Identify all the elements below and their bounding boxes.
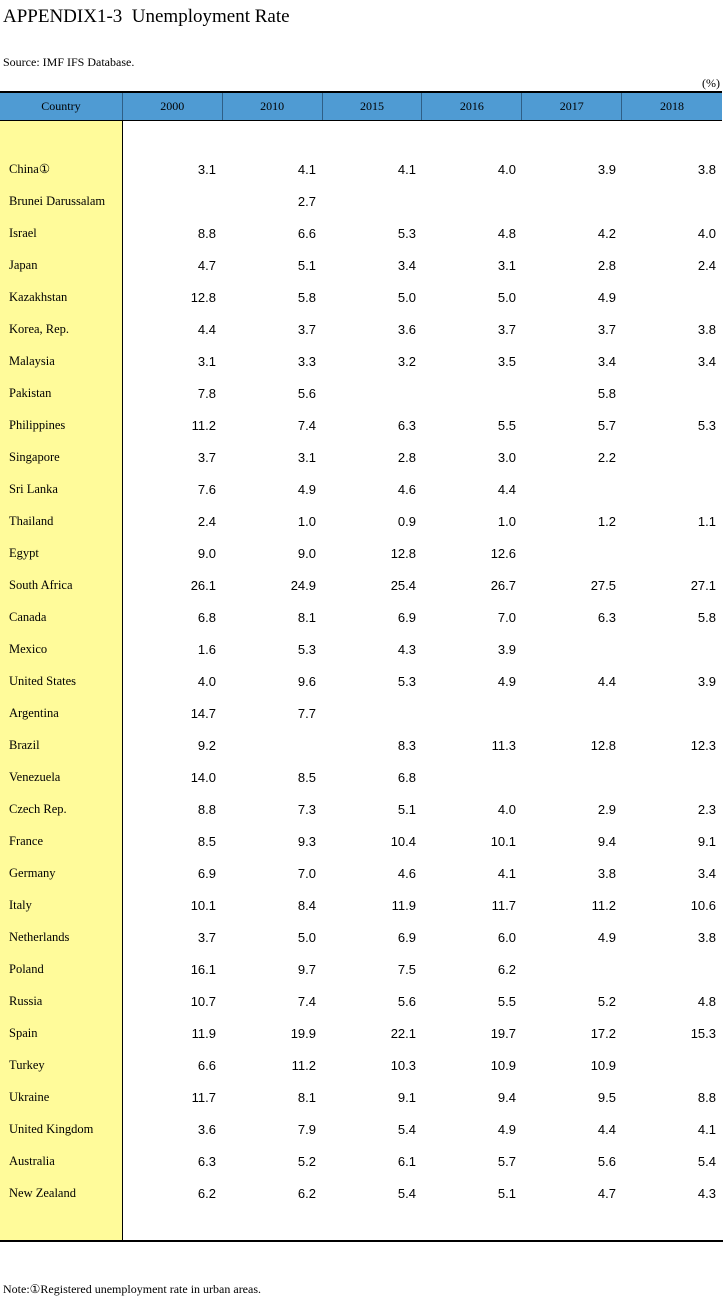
value-cell: 11.9 bbox=[391, 897, 416, 913]
value-cell: 8.4 bbox=[297, 897, 316, 913]
value-cell: 10.1 bbox=[190, 897, 216, 913]
table-row bbox=[0, 985, 723, 1017]
value-cell: 9.4 bbox=[497, 1089, 516, 1105]
value-cell: 8.3 bbox=[397, 737, 416, 753]
value-cell: 6.9 bbox=[397, 609, 416, 625]
value-cell: 11.2 bbox=[591, 897, 616, 913]
table-row bbox=[0, 217, 723, 249]
value-cell: 9.2 bbox=[197, 737, 216, 753]
value-cell: 5.3 bbox=[297, 641, 316, 657]
value-cell: 3.7 bbox=[297, 321, 316, 337]
value-cell: 5.8 bbox=[297, 289, 316, 305]
value-cell: 6.3 bbox=[397, 417, 416, 433]
value-cell: 8.1 bbox=[297, 1089, 316, 1105]
value-cell: 5.0 bbox=[297, 929, 316, 945]
value-cell: 4.2 bbox=[597, 225, 616, 241]
value-cell: 5.8 bbox=[597, 385, 616, 401]
value-cell: 1.2 bbox=[597, 513, 616, 529]
value-cell: 3.4 bbox=[397, 257, 416, 273]
value-cell: 5.3 bbox=[397, 225, 416, 241]
value-cell: 12.6 bbox=[490, 545, 516, 561]
value-cell: 3.9 bbox=[697, 673, 716, 689]
header-country: Country bbox=[0, 93, 123, 120]
value-cell: 6.2 bbox=[497, 961, 516, 977]
value-cell: 3.4 bbox=[697, 353, 716, 369]
value-cell: 3.6 bbox=[397, 321, 416, 337]
country-cell: United States bbox=[9, 673, 77, 688]
country-cell: New Zealand bbox=[9, 1185, 76, 1200]
value-cell: 27.5 bbox=[590, 577, 616, 593]
value-cell: 3.8 bbox=[697, 321, 716, 337]
table-row bbox=[0, 281, 723, 313]
table-row bbox=[0, 185, 723, 217]
value-cell: 2.2 bbox=[597, 449, 616, 465]
value-cell: 12.8 bbox=[390, 545, 416, 561]
value-cell: 10.4 bbox=[390, 833, 416, 849]
table-header bbox=[0, 91, 722, 121]
source-note: Source: IMF IFS Database. bbox=[3, 55, 135, 69]
value-cell: 10.9 bbox=[490, 1057, 516, 1073]
value-cell: 24.9 bbox=[290, 577, 316, 593]
value-cell: 4.4 bbox=[597, 673, 616, 689]
value-cell: 8.8 bbox=[697, 1089, 716, 1105]
value-cell: 4.4 bbox=[597, 1121, 616, 1137]
value-cell: 6.2 bbox=[197, 1185, 216, 1201]
value-cell: 12.8 bbox=[190, 289, 216, 305]
country-cell: Japan bbox=[9, 257, 38, 272]
value-cell: 4.0 bbox=[497, 161, 516, 177]
value-cell: 9.5 bbox=[597, 1089, 616, 1105]
country-cell: Mexico bbox=[9, 641, 48, 656]
value-cell: 8.8 bbox=[197, 225, 216, 241]
value-cell: 5.7 bbox=[497, 1153, 516, 1169]
value-cell: 27.1 bbox=[690, 577, 716, 593]
value-cell: 26.1 bbox=[190, 577, 216, 593]
value-cell: 2.4 bbox=[697, 257, 716, 273]
country-cell: Brazil bbox=[9, 737, 40, 752]
country-cell: Israel bbox=[9, 225, 37, 240]
value-cell: 6.6 bbox=[197, 1057, 216, 1073]
value-cell: 3.1 bbox=[297, 449, 316, 465]
table-row bbox=[0, 1017, 723, 1049]
value-cell: 6.8 bbox=[197, 609, 216, 625]
country-cell: Poland bbox=[9, 961, 44, 976]
value-cell: 5.5 bbox=[497, 993, 516, 1009]
value-cell: 4.0 bbox=[697, 225, 716, 241]
value-cell: 1.1 bbox=[697, 513, 716, 529]
country-cell: United Kingdom bbox=[9, 1121, 94, 1136]
country-cell: Philippines bbox=[9, 417, 66, 432]
value-cell: 9.0 bbox=[297, 545, 316, 561]
value-cell: 3.4 bbox=[697, 865, 716, 881]
value-cell: 7.0 bbox=[497, 609, 516, 625]
country-cell: Malaysia bbox=[9, 353, 55, 368]
value-cell: 5.6 bbox=[297, 385, 316, 401]
table-row bbox=[0, 793, 723, 825]
value-cell: 4.9 bbox=[597, 929, 616, 945]
header-year: 2017 bbox=[522, 93, 622, 120]
value-cell: 10.7 bbox=[190, 993, 216, 1009]
value-cell: 2.4 bbox=[197, 513, 216, 529]
value-cell: 14.0 bbox=[190, 769, 216, 785]
value-cell: 3.8 bbox=[697, 929, 716, 945]
table-row bbox=[0, 409, 723, 441]
value-cell: 6.6 bbox=[297, 225, 316, 241]
value-cell: 3.1 bbox=[497, 257, 516, 273]
value-cell: 2.9 bbox=[597, 801, 616, 817]
value-cell: 2.7 bbox=[297, 193, 316, 209]
value-cell: 3.5 bbox=[497, 353, 516, 369]
value-cell: 7.8 bbox=[197, 385, 216, 401]
value-cell: 9.6 bbox=[297, 673, 316, 689]
value-cell: 15.3 bbox=[690, 1025, 716, 1041]
table-row bbox=[0, 697, 723, 729]
value-cell: 5.2 bbox=[597, 993, 616, 1009]
value-cell: 7.4 bbox=[297, 417, 316, 433]
table-row bbox=[0, 825, 723, 857]
value-cell: 10.9 bbox=[590, 1057, 616, 1073]
value-cell: 4.8 bbox=[697, 993, 716, 1009]
value-cell: 5.8 bbox=[697, 609, 716, 625]
value-cell: 11.2 bbox=[291, 1057, 316, 1073]
country-cell: Argentina bbox=[9, 705, 59, 720]
table-row bbox=[0, 537, 723, 569]
table-row bbox=[0, 1081, 723, 1113]
value-cell: 10.6 bbox=[690, 897, 716, 913]
header-year: 2018 bbox=[660, 99, 685, 113]
value-cell: 4.6 bbox=[397, 865, 416, 881]
table-row bbox=[0, 601, 723, 633]
table-row bbox=[0, 1177, 723, 1209]
value-cell: 10.3 bbox=[390, 1057, 416, 1073]
value-cell: 2.8 bbox=[597, 257, 616, 273]
country-cell: Spain bbox=[9, 1025, 38, 1040]
table-row bbox=[0, 729, 723, 761]
value-cell: 5.1 bbox=[297, 257, 316, 273]
value-cell: 4.7 bbox=[197, 257, 216, 273]
header-year: 2010 bbox=[223, 93, 323, 120]
value-cell: 3.3 bbox=[297, 353, 316, 369]
country-cell: Russia bbox=[9, 993, 43, 1008]
value-cell: 4.9 bbox=[297, 481, 316, 497]
table-row bbox=[0, 345, 723, 377]
country-cell: China① bbox=[9, 162, 51, 176]
page-title: APPENDIX1-3 Unemployment Rate bbox=[3, 6, 290, 27]
value-cell: 3.8 bbox=[597, 865, 616, 881]
table-row bbox=[0, 1113, 723, 1145]
value-cell: 12.8 bbox=[590, 737, 616, 753]
table-bottom-rule bbox=[0, 1240, 723, 1242]
value-cell: 4.0 bbox=[197, 673, 216, 689]
value-cell: 9.4 bbox=[597, 833, 616, 849]
country-cell: Egypt bbox=[9, 545, 39, 560]
country-cell: Czech Rep. bbox=[9, 801, 67, 816]
value-cell: 5.2 bbox=[297, 1153, 316, 1169]
value-cell: 8.5 bbox=[297, 769, 316, 785]
value-cell: 7.7 bbox=[297, 705, 316, 721]
value-cell: 14.7 bbox=[190, 705, 216, 721]
value-cell: 4.7 bbox=[597, 1185, 616, 1201]
value-cell: 8.8 bbox=[197, 801, 216, 817]
value-cell: 5.7 bbox=[597, 417, 616, 433]
value-cell: 5.4 bbox=[397, 1121, 416, 1137]
value-cell: 7.5 bbox=[397, 961, 416, 977]
value-cell: 5.6 bbox=[597, 1153, 616, 1169]
unemployment-table bbox=[0, 91, 723, 1242]
value-cell: 4.6 bbox=[397, 481, 416, 497]
value-cell: 9.1 bbox=[697, 833, 716, 849]
value-cell: 2.3 bbox=[697, 801, 716, 817]
value-cell: 11.9 bbox=[191, 1025, 216, 1041]
value-cell: 6.3 bbox=[597, 609, 616, 625]
country-cell: Brunei Darussalam bbox=[9, 193, 106, 208]
value-cell: 4.4 bbox=[497, 481, 516, 497]
value-cell: 16.1 bbox=[190, 961, 216, 977]
value-cell: 3.7 bbox=[197, 449, 216, 465]
value-cell: 9.1 bbox=[397, 1089, 416, 1105]
value-cell: 3.4 bbox=[597, 353, 616, 369]
country-cell: Pakistan bbox=[9, 385, 52, 400]
table-row bbox=[0, 761, 723, 793]
country-cell: Netherlands bbox=[9, 929, 70, 944]
value-cell: 11.2 bbox=[191, 417, 216, 433]
value-cell: 5.6 bbox=[397, 993, 416, 1009]
value-cell: 5.1 bbox=[497, 1185, 516, 1201]
table-row bbox=[0, 569, 723, 601]
value-cell: 5.0 bbox=[497, 289, 516, 305]
table-row bbox=[0, 857, 723, 889]
table-row bbox=[0, 377, 723, 409]
table-row bbox=[0, 153, 723, 185]
country-cell: South Africa bbox=[9, 577, 73, 592]
value-cell: 5.5 bbox=[497, 417, 516, 433]
value-cell: 6.0 bbox=[497, 929, 516, 945]
country-cell: Thailand bbox=[9, 513, 54, 528]
footnote: Note:①Registered unemployment rate in urban areas. bbox=[3, 1282, 262, 1296]
value-cell: 3.2 bbox=[397, 353, 416, 369]
country-cell: Australia bbox=[9, 1153, 55, 1168]
table-row bbox=[0, 441, 723, 473]
header-year: 2016 bbox=[422, 93, 522, 120]
table-row bbox=[0, 313, 723, 345]
value-cell: 3.7 bbox=[197, 929, 216, 945]
country-cell: Korea, Rep. bbox=[9, 321, 70, 336]
value-cell: 3.7 bbox=[497, 321, 516, 337]
table-row bbox=[0, 665, 723, 697]
value-cell: 11.3 bbox=[491, 737, 516, 753]
value-cell: 5.3 bbox=[397, 673, 416, 689]
country-cell: Germany bbox=[9, 865, 56, 880]
table-row bbox=[0, 473, 723, 505]
value-cell: 0.9 bbox=[397, 513, 416, 529]
value-cell: 4.1 bbox=[497, 865, 516, 881]
value-cell: 5.3 bbox=[697, 417, 716, 433]
country-cell: Italy bbox=[9, 897, 32, 912]
value-cell: 5.4 bbox=[397, 1185, 416, 1201]
value-cell: 4.3 bbox=[397, 641, 416, 657]
value-cell: 1.0 bbox=[497, 513, 516, 529]
value-cell: 12.3 bbox=[690, 737, 716, 753]
value-cell: 4.1 bbox=[397, 161, 416, 177]
value-cell: 7.3 bbox=[297, 801, 316, 817]
table-row bbox=[0, 953, 723, 985]
value-cell: 5.0 bbox=[397, 289, 416, 305]
value-cell: 7.6 bbox=[197, 481, 216, 497]
value-cell: 10.1 bbox=[490, 833, 516, 849]
country-cell: Kazakhstan bbox=[9, 289, 68, 304]
value-cell: 4.4 bbox=[197, 321, 216, 337]
value-cell: 6.8 bbox=[397, 769, 416, 785]
table-row bbox=[0, 1049, 723, 1081]
value-cell: 3.9 bbox=[597, 161, 616, 177]
value-cell: 22.1 bbox=[390, 1025, 416, 1041]
value-cell: 5.4 bbox=[697, 1153, 716, 1169]
country-cell: Turkey bbox=[9, 1057, 45, 1072]
value-cell: 4.1 bbox=[697, 1121, 716, 1137]
value-cell: 8.1 bbox=[297, 609, 316, 625]
value-cell: 4.9 bbox=[597, 289, 616, 305]
value-cell: 9.3 bbox=[297, 833, 316, 849]
country-cell: Sri Lanka bbox=[9, 481, 58, 496]
value-cell: 19.9 bbox=[290, 1025, 316, 1041]
value-cell: 7.9 bbox=[297, 1121, 316, 1137]
value-cell: 6.2 bbox=[297, 1185, 316, 1201]
table-row bbox=[0, 889, 723, 921]
country-cell: Ukraine bbox=[9, 1089, 50, 1104]
value-cell: 6.3 bbox=[197, 1153, 216, 1169]
header-year: 2015 bbox=[323, 93, 423, 120]
value-cell: 5.1 bbox=[397, 801, 416, 817]
value-cell: 3.9 bbox=[497, 641, 516, 657]
value-cell: 11.7 bbox=[491, 897, 516, 913]
value-cell: 2.8 bbox=[397, 449, 416, 465]
value-cell: 9.7 bbox=[297, 961, 316, 977]
value-cell: 4.9 bbox=[497, 673, 516, 689]
value-cell: 17.2 bbox=[590, 1025, 616, 1041]
table-row bbox=[0, 249, 723, 281]
value-cell: 4.3 bbox=[697, 1185, 716, 1201]
table-row bbox=[0, 921, 723, 953]
value-cell: 3.8 bbox=[697, 161, 716, 177]
value-cell: 3.1 bbox=[197, 161, 216, 177]
value-cell: 4.1 bbox=[297, 161, 316, 177]
value-cell: 3.0 bbox=[497, 449, 516, 465]
value-cell: 8.5 bbox=[197, 833, 216, 849]
value-cell: 3.7 bbox=[597, 321, 616, 337]
value-cell: 7.0 bbox=[297, 865, 316, 881]
table-row bbox=[0, 633, 723, 665]
value-cell: 4.0 bbox=[497, 801, 516, 817]
header-year: 2000 bbox=[123, 93, 223, 120]
country-cell: France bbox=[9, 833, 44, 848]
value-cell: 6.9 bbox=[397, 929, 416, 945]
value-cell: 3.1 bbox=[197, 353, 216, 369]
unit-label: (%) bbox=[702, 76, 720, 90]
value-cell: 1.0 bbox=[297, 513, 316, 529]
value-cell: 26.7 bbox=[490, 577, 516, 593]
value-cell: 1.6 bbox=[197, 641, 216, 657]
value-cell: 4.8 bbox=[497, 225, 516, 241]
value-cell: 6.1 bbox=[397, 1153, 416, 1169]
value-cell: 4.9 bbox=[497, 1121, 516, 1137]
value-cell: 11.7 bbox=[191, 1089, 216, 1105]
country-cell: Canada bbox=[9, 609, 47, 624]
value-cell: 3.6 bbox=[197, 1121, 216, 1137]
value-cell: 9.0 bbox=[197, 545, 216, 561]
value-cell: 19.7 bbox=[490, 1025, 516, 1041]
country-cell: Singapore bbox=[9, 449, 60, 464]
value-cell: 6.9 bbox=[197, 865, 216, 881]
value-cell: 7.4 bbox=[297, 993, 316, 1009]
table-row bbox=[0, 505, 723, 537]
value-cell: 25.4 bbox=[390, 577, 416, 593]
country-cell: Venezuela bbox=[9, 769, 61, 784]
table-row bbox=[0, 1145, 723, 1177]
table-body bbox=[0, 153, 723, 1209]
